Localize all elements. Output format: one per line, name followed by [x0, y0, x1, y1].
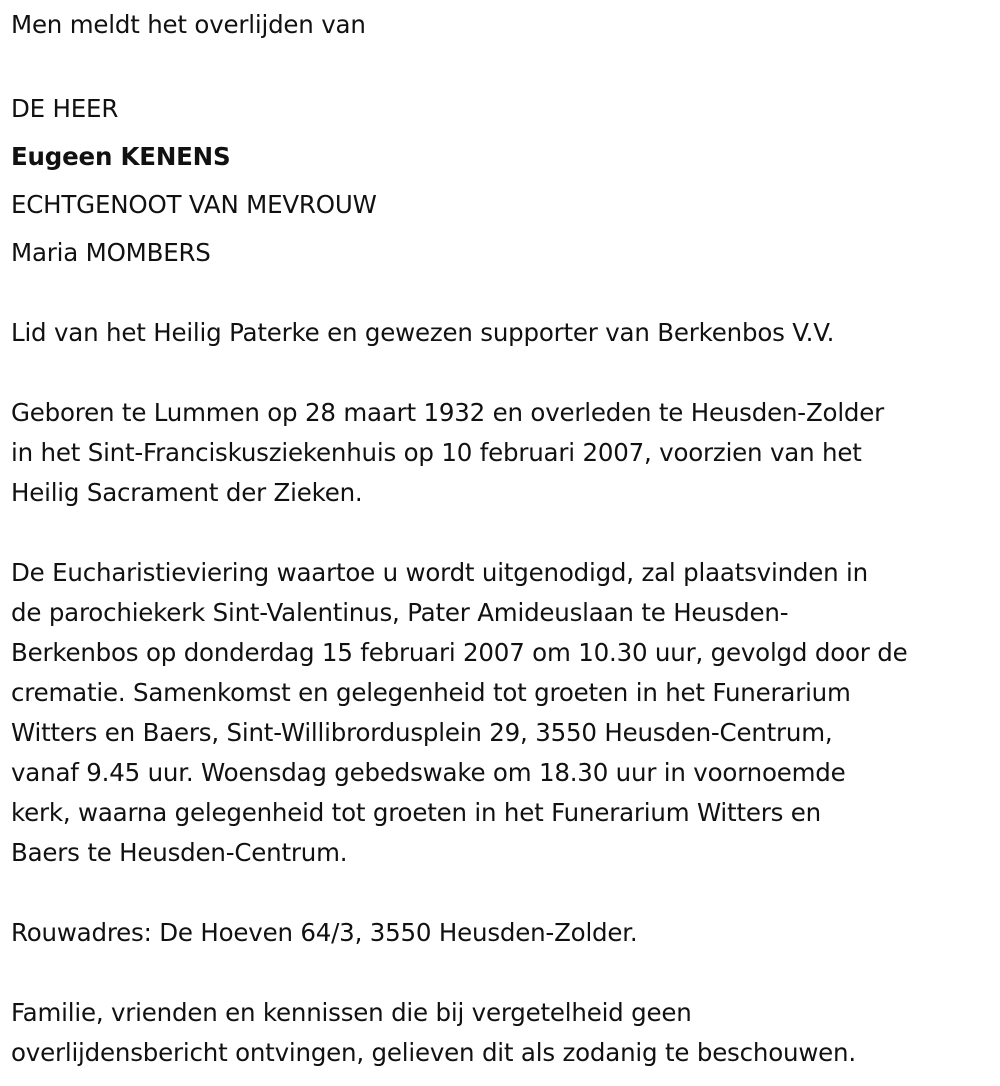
- spacer: [11, 513, 996, 553]
- spouse-name: Maria MOMBERS: [11, 238, 211, 267]
- deceased-name: Eugeen KENENS: [11, 142, 231, 171]
- paragraph-line: in het Sint-Franciskusziekenhuis op 10 februari 2007, voorzien van het: [11, 438, 862, 467]
- paragraph-line: overlijdensbericht ontvingen, gelieven dit als zodanig te beschouwen.: [11, 1038, 856, 1067]
- name-block: [11, 85, 996, 277]
- spacer: [11, 353, 996, 393]
- spacer: [11, 953, 996, 993]
- honorific: DE HEER: [11, 94, 119, 123]
- paragraph-line: vanaf 9.45 uur. Woensdag gebedswake om 18.30 uur in voornoemde: [11, 758, 846, 787]
- death-notice: [11, 5, 996, 1073]
- intro-text: Men meldt het overlijden van: [11, 10, 366, 39]
- paragraph-line: De Eucharistieviering waartoe u wordt uitgenodigd, zal plaatsvinden in: [11, 558, 868, 587]
- mourning-address: Rouwadres: De Hoeven 64/3, 3550 Heusden-Zolder.: [11, 918, 638, 947]
- paragraph-line: Berkenbos op donderdag 15 februari 2007 om 10.30 uur, gevolgd door de: [11, 638, 908, 667]
- paragraph-line: Witters en Baers, Sint-Willibrordusplein 29, 3550 Heusden-Centrum,: [11, 718, 833, 747]
- paragraph-line: Geboren te Lummen op 28 maart 1932 en overleden te Heusden-Zolder: [11, 398, 885, 427]
- membership-text: Lid van het Heilig Paterke en gewezen supporter van Berkenbos V.V.: [11, 318, 835, 347]
- birth-death-paragraph: [11, 393, 996, 513]
- ceremony-paragraph: [11, 553, 996, 873]
- paragraph-line: Baers te Heusden-Centrum.: [11, 838, 348, 867]
- paragraph-line: de parochiekerk Sint-Valentinus, Pater Amideuslaan te Heusden-: [11, 598, 789, 627]
- paragraph-line: kerk, waarna gelegenheid tot groeten in het Funerarium Witters en: [11, 798, 821, 827]
- relation-text: ECHTGENOOT VAN MEVROUW: [11, 190, 377, 219]
- spacer: [11, 277, 996, 313]
- closing-paragraph: [11, 993, 996, 1073]
- paragraph-line: crematie. Samenkomst en gelegenheid tot groeten in het Funerarium: [11, 678, 851, 707]
- paragraph-line: Familie, vrienden en kennissen die bij vergetelheid geen: [11, 998, 692, 1027]
- paragraph-line: Heilig Sacrament der Zieken.: [11, 478, 363, 507]
- spacer: [11, 45, 996, 85]
- spacer: [11, 873, 996, 913]
